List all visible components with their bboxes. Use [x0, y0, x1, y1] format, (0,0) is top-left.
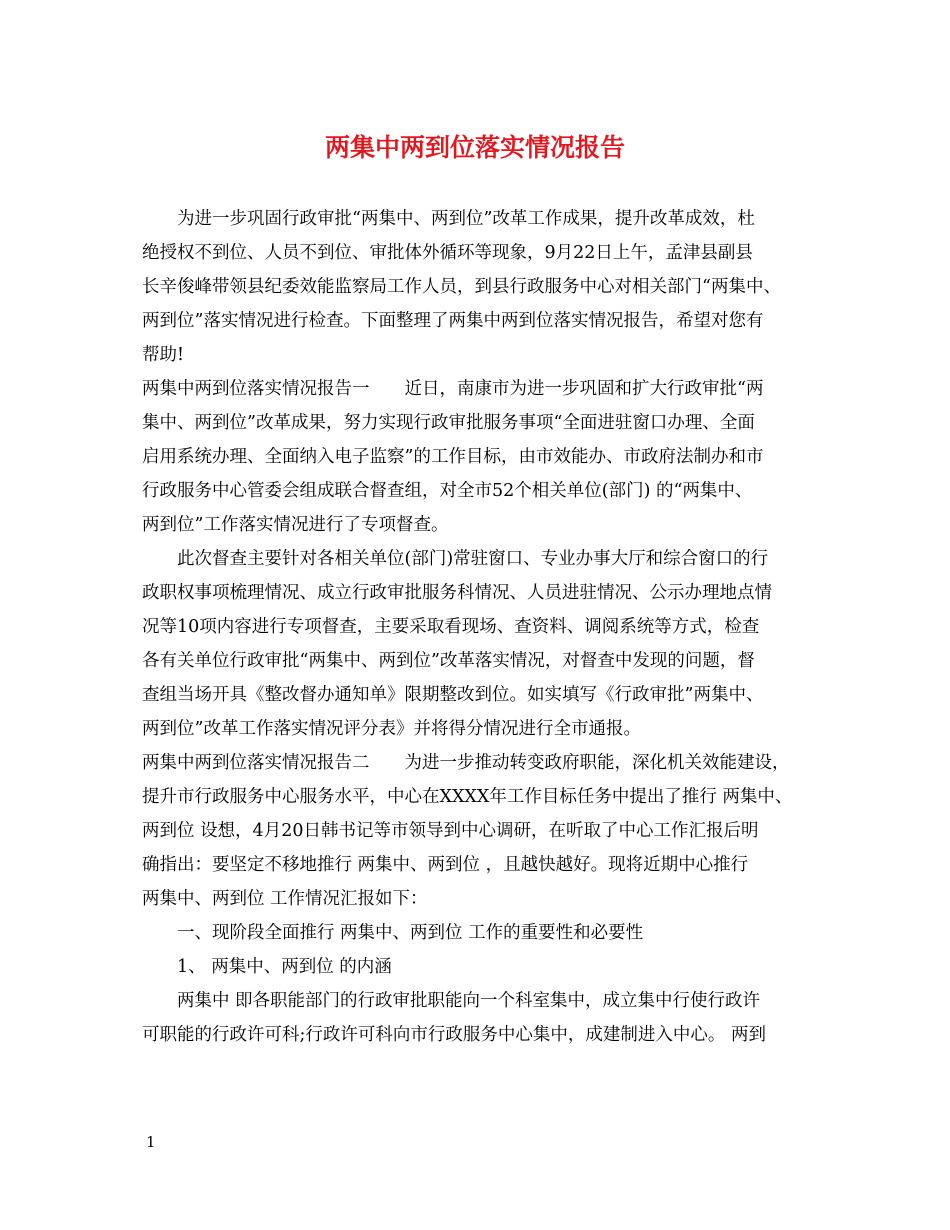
- body-line: 1、 两集中、两到位 的内涵: [142, 957, 392, 977]
- body-line: 集中、两到位”改革成果，努力实现行政审批服务事项“全面进驻窗口办理、全面: [142, 413, 755, 433]
- body-line: 两到位”工作落实情况进行了专项督查。: [142, 515, 449, 535]
- body-line: 政职权事项梳理情况、成立行政审批服务科情况、人员进驻情况、公示办理地点情: [142, 583, 772, 603]
- body-line: 查组当场开具《整改督办通知单》限期整改到位。如实填写《行政审批”两集中、: [142, 685, 764, 705]
- body-line: 提升市行政服务中心服务水平，中心在XXXX年工作目标任务中提出了推行 两集中、: [142, 787, 793, 807]
- body-line: 可职能的行政许可科;行政许可科向市行政服务中心集中，成建制进入中心。 两到: [142, 1025, 766, 1045]
- body-line: 一、现阶段全面推行 两集中、两到位 工作的重要性和必要性: [142, 923, 644, 943]
- body-line: 两集中、两到位 工作情况汇报如下：: [142, 889, 428, 909]
- body-line: 各有关单位行政审批“两集中、两到位”改革落实情况，对督查中发现的问题，督: [142, 651, 755, 671]
- body-line: 两到位”落实情况进行检查。下面整理了两集中两到位落实情况报告，希望对您有: [142, 311, 764, 331]
- body-line: 帮助!: [142, 345, 185, 365]
- body-line: 两集中两到位落实情况报告一 近日，南康市为进一步巩固和扩大行政审批“两: [142, 379, 764, 399]
- body-line: 为进一步巩固行政审批“两集中、两到位”改革工作成果，提升改革成效，杜: [142, 209, 755, 229]
- body-line: 两集中两到位落实情况报告二 为进一步推动转变政府职能，深化机关效能建设，: [142, 753, 790, 773]
- body-line: 行政服务中心管委会组成联合督查组，对全市52个相关单位(部门) 的“两集中、: [142, 481, 753, 501]
- body-line: 两到位 设想，4月20日韩书记等市领导到中心调研，在听取了中心工作汇报后明: [142, 821, 759, 841]
- body-line: 两到位”改革工作落实情况评分表》并将得分情况进行全市通报。: [142, 719, 641, 739]
- body-line: 确指出：要坚定不移地推行 两集中、两到位 ，且越快越好。现将近期中心推行: [142, 855, 749, 875]
- page-number: 1: [146, 1133, 156, 1151]
- body-line: 两集中 即各职能部门的行政审批职能向一个科室集中，成立集中行使行政许: [142, 991, 761, 1011]
- body-line: 绝授权不到位、人员不到位、审批体外循环等现象，9月22日上午，孟津县副县: [142, 243, 753, 263]
- document-title: 两集中两到位落实情况报告: [324, 133, 625, 162]
- body-line: 启用系统办理、全面纳入电子监察”的工作目标，由市效能办、市政府法制办和市: [142, 447, 764, 467]
- body-line: 此次督查主要针对各相关单位(部门)常驻窗口、专业办事大厅和综合窗口的行: [142, 549, 769, 569]
- body-line: 况等10项内容进行专项督查，主要采取看现场、查资料、调阅系统等方式，检查: [142, 617, 760, 637]
- body-line: 长辛俊峰带领县纪委效能监察局工作人员，到县行政服务中心对相关部门“两集中、: [142, 277, 781, 297]
